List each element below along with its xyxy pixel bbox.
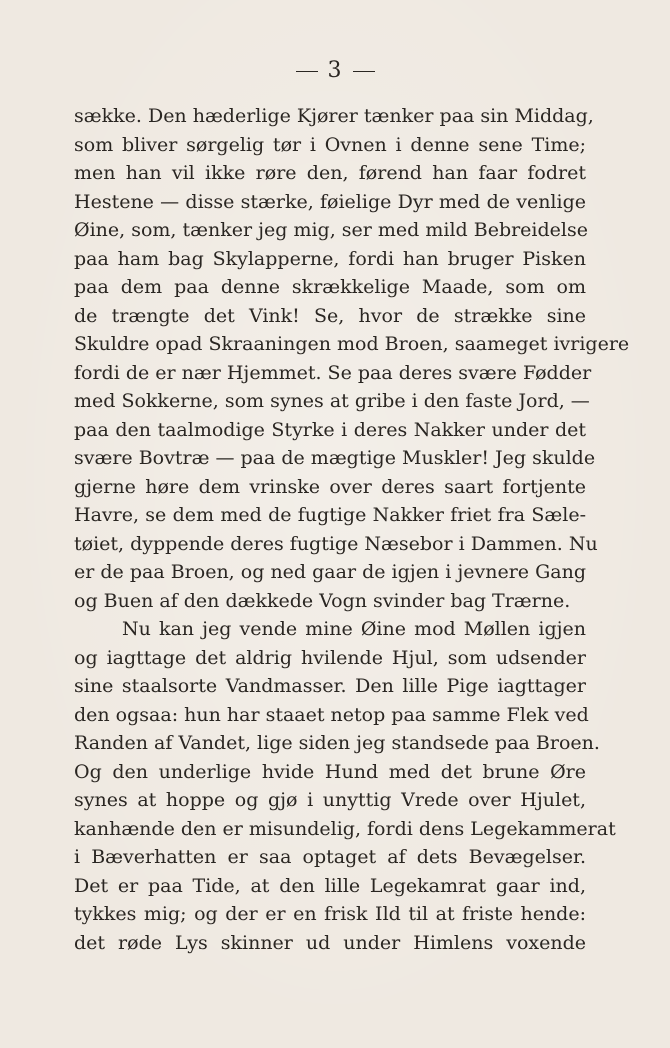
text-line: Det er paa Tide, at den lille Legekamrat gaar ind, bbox=[74, 874, 586, 897]
text-line: gjerne høre dem vrinske over deres saart fortjente bbox=[74, 475, 586, 498]
left-dash bbox=[296, 71, 318, 72]
text-line: fordi de er nær Hjemmet. Se paa deres svære Fødder bbox=[74, 361, 592, 384]
text-line: og iagttage det aldrig hvilende Hjul, som udsender bbox=[74, 646, 586, 669]
text-line: men han vil ikke røre den, førend han faar fodret bbox=[74, 162, 586, 184]
text-line: som bliver sørgelig tør i Ovnen i denne sene Time; bbox=[74, 133, 586, 156]
text-line: paa dem paa denne skrækkelige Maade, som om bbox=[74, 276, 586, 298]
page-number-value: 3 bbox=[327, 58, 343, 83]
text-line: Og den underlige hvide Hund med det brune Øre bbox=[74, 760, 586, 783]
text-line: og Buen af den dækkede Vogn svinder bag Trærne. bbox=[74, 589, 571, 612]
right-dash bbox=[353, 71, 375, 72]
text-line: paa ham bag Skylapperne, fordi han bruger Pisken bbox=[74, 247, 586, 270]
text-line: sække. Den hæderlige Kjører tænker paa sin Middag, bbox=[74, 105, 594, 127]
text-line: er de paa Broen, og ned gaar de igjen i jevnere Gang bbox=[74, 561, 586, 583]
text-line: i Bæverhatten er saa optaget af dets Bevægelser. bbox=[74, 846, 586, 868]
text-line: den ogsaa: hun har staaet netop paa samme Flek ved bbox=[74, 703, 589, 726]
paragraph-first-line: Nu kan jeg vende mine Øine mod Møllen igjen bbox=[122, 618, 586, 640]
page-number bbox=[0, 58, 670, 83]
text-line: tøiet, dyppende deres fugtige Næsebor i Dammen. Nu bbox=[74, 532, 598, 555]
text-line: det røde Lys skinner ud under Himlens voxende bbox=[74, 931, 586, 954]
text-line: Øine, som, tænker jeg mig, ser med mild Bebreidelse bbox=[74, 219, 588, 241]
text-line: Randen af Vandet, lige siden jeg standsede paa Broen. bbox=[74, 732, 600, 754]
text-line: kanhænde den er misundelig, fordi dens Legekammerat bbox=[74, 817, 616, 840]
text-line: tykkes mig; og der er en frisk Ild til at friste hende: bbox=[74, 903, 586, 925]
text-line: Hestene — disse stærke, føielige Dyr med de venlige bbox=[74, 190, 586, 213]
text-line: med Sokkerne, som synes at gribe i den faste Jord, — bbox=[74, 390, 590, 412]
text-line: Havre, se dem med de fugtige Nakker friet fra Sæle- bbox=[74, 504, 586, 526]
body-text bbox=[74, 102, 630, 957]
text-line: de trængte det Vink! Se, hvor de strække sine bbox=[74, 304, 586, 327]
text-line: sine staalsorte Vandmasser. Den lille Pige iagttager bbox=[74, 675, 586, 697]
text-line: synes at hoppe og gjø i unyttig Vrede over Hjulet, bbox=[74, 789, 586, 811]
text-line: paa den taalmodige Styrke i deres Nakker under det bbox=[74, 418, 586, 441]
text-line: Skuldre opad Skraaningen mod Broen, saameget ivrigere bbox=[74, 333, 630, 355]
text-line: svære Bovtræ — paa de mægtige Muskler! Jeg skulde bbox=[74, 447, 596, 469]
